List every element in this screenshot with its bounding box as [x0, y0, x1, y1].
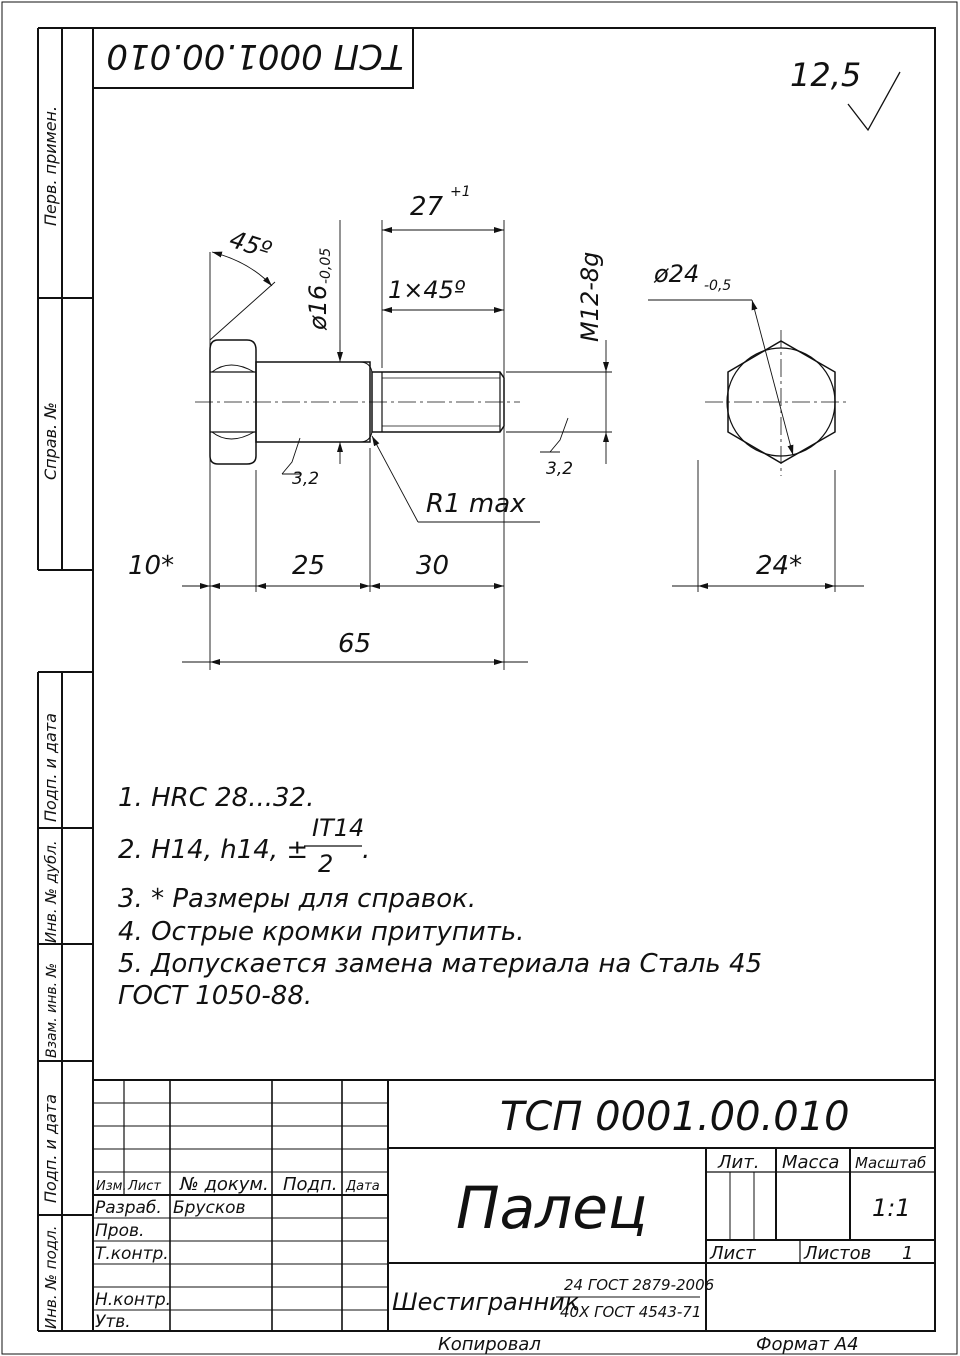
- material-top: 24 ГОСТ 2879-2006: [564, 1276, 715, 1294]
- doc-no-label: № докум.: [180, 1174, 269, 1195]
- scale-label: Масштаб: [855, 1154, 927, 1172]
- perv-primen-label: Перв. примен.: [41, 105, 60, 226]
- inv-dubl-label: Инв. № дубл.: [42, 840, 60, 943]
- dim-shank-dia-tol: -0,05: [318, 247, 334, 284]
- general-roughness: [790, 56, 900, 130]
- note-5b: ГОСТ 1050-88.: [118, 981, 313, 1011]
- note-3: 3. * Размеры для справок.: [118, 884, 477, 914]
- dim-across-corners-tol: -0,5: [704, 278, 732, 294]
- note-2-denominator: 2: [318, 850, 334, 878]
- note-1: 1. HRC 28...32.: [118, 783, 315, 813]
- roughness-shank: 3,2: [292, 469, 320, 489]
- dim-thread-length: 27: [410, 192, 444, 222]
- note-2-numerator: IT14: [312, 814, 365, 842]
- vzam-inv-label: Взам. инв. №: [44, 962, 60, 1058]
- podp-label: Подп.: [283, 1174, 338, 1195]
- side-stamp: [38, 28, 93, 1331]
- dim-head-height: 10*: [128, 551, 175, 581]
- title-designation: ТСП 0001.00.010: [500, 1094, 850, 1140]
- dim-shank-length: 25: [292, 551, 326, 581]
- pin-side-view: [705, 330, 848, 476]
- dim-fillet: R1 max: [426, 489, 526, 519]
- dimension-texts: [128, 184, 802, 659]
- inv-podl-label: Инв. № подл.: [42, 1225, 60, 1329]
- razrab-name: Брусков: [173, 1198, 246, 1218]
- top-code: ТСП 0001.00.010: [106, 36, 404, 76]
- note-4: 4. Острые кромки притупить.: [118, 917, 525, 947]
- dim-shank-dia: ø16: [304, 284, 332, 330]
- sheets-count: 1: [902, 1243, 914, 1264]
- note-2-prefix: 2. H14, h14, ±: [118, 835, 309, 865]
- copied-label: Копировал: [438, 1334, 541, 1355]
- top-code-box: [93, 28, 413, 88]
- dim-thread-part-length: 30: [416, 551, 450, 581]
- scale-value: 1:1: [872, 1194, 911, 1222]
- dim-across-flats: 24*: [756, 551, 803, 581]
- date-label: Дата: [346, 1179, 380, 1194]
- pin-front-view: [195, 340, 520, 464]
- dimension-lines: [182, 220, 864, 670]
- dim-thread: M12-8g: [576, 251, 604, 342]
- dim-chamfer-angle: 45º: [226, 225, 275, 265]
- roughness-general-value: 12,5: [790, 56, 862, 94]
- utv-label: Утв.: [95, 1312, 131, 1332]
- list-label: Лист: [128, 1179, 161, 1194]
- sprav-no-label: Справ. №: [41, 402, 60, 480]
- material-prefix: Шестигранник: [392, 1288, 580, 1316]
- technical-notes: [118, 783, 762, 1011]
- razrab-label: Разраб.: [95, 1198, 162, 1218]
- material-bottom: 40Х ГОСТ 4543-71: [560, 1303, 702, 1321]
- dim-total-length: 65: [338, 629, 372, 659]
- title-part-name: Палец: [456, 1174, 648, 1242]
- podp-data-label-1: Подп. и дата: [41, 713, 60, 822]
- lit-label: Лит.: [718, 1152, 760, 1173]
- prov-label: Пров.: [95, 1221, 145, 1241]
- mass-label: Масса: [782, 1152, 840, 1173]
- sheets-label: Листов: [804, 1243, 872, 1264]
- dim-across-corners: ø24: [654, 260, 700, 288]
- note-2-end: .: [362, 835, 371, 865]
- format-label: Формат А4: [756, 1334, 859, 1355]
- note-5a: 5. Допускается замена материала на Сталь 45: [118, 949, 763, 979]
- dim-thread-length-tol: +1: [450, 184, 471, 200]
- podp-data-label-2: Подп. и дата: [41, 1094, 60, 1203]
- title-block: [93, 1080, 935, 1332]
- sheet-label: Лист: [710, 1243, 756, 1264]
- izm-label: Изм.: [96, 1179, 127, 1194]
- tkontr-label: Т.контр.: [95, 1244, 169, 1264]
- roughness-thread: 3,2: [546, 459, 574, 479]
- nkontr-label: Н.контр.: [95, 1290, 172, 1310]
- dim-thread-chamfer: 1×45º: [388, 276, 466, 304]
